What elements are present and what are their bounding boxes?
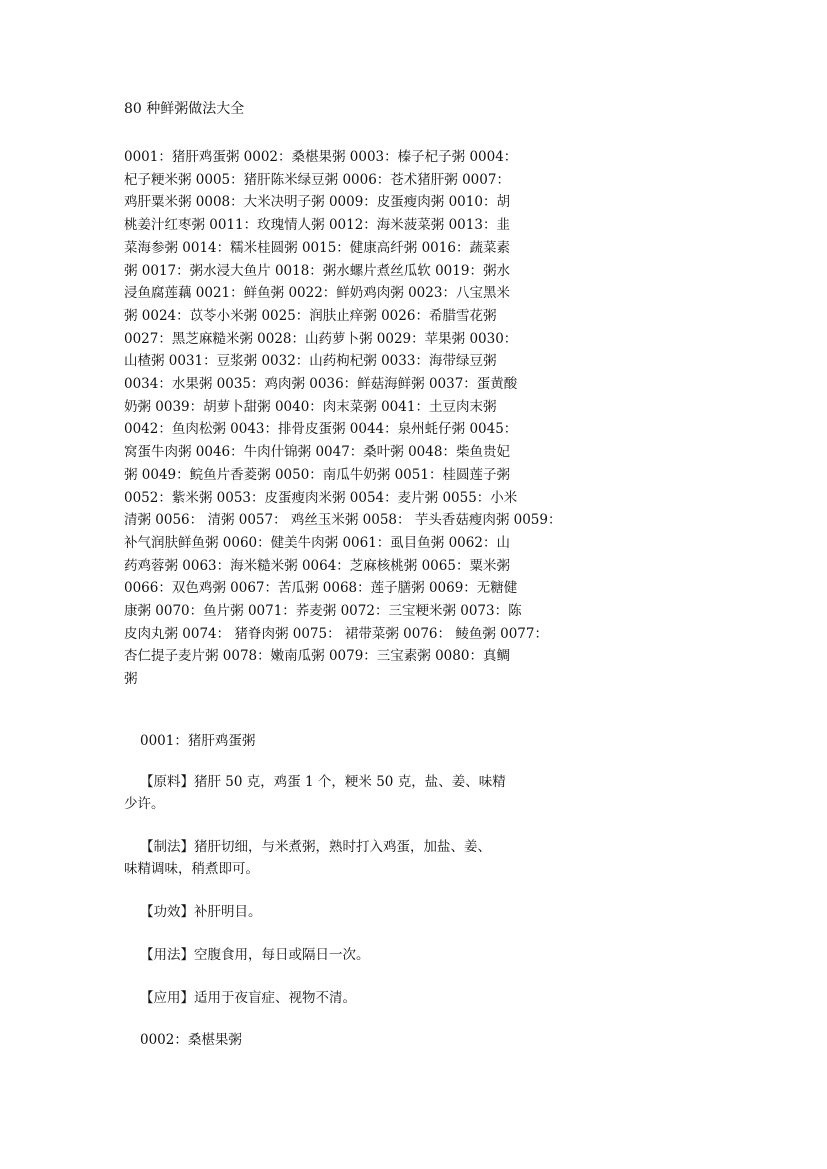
recipe-application [124, 987, 594, 1009]
recipe-title: 0001：猪肝鸡蛋粥 [140, 733, 256, 749]
index-line: 0066：双色鸡粥 0067：苦瓜粥 0068：莲子膳粥 0069：无糖健 [124, 580, 518, 597]
index-line: 杞子粳米粥 0005：猪肝陈米绿豆粥 0006：苍术猪肝粥 0007： [124, 171, 510, 188]
index-line: 浸鱼腐莲藕 0021：鲜鱼粥 0022：鲜奶鸡肉粥 0023：八宝黑米 [124, 285, 510, 302]
index-line: 鸡肝粟米粥 0008：大米决明子粥 0009：皮蛋瘦肉粥 0010：胡 [124, 194, 510, 211]
recipe-usage [124, 944, 594, 966]
index-line: 清粥 0056： 清粥 0057： 鸡丝玉米粥 0058： 芋头香菇瘦肉粥 0059： [124, 512, 562, 529]
index-line: 皮肉丸粥 0074： 猪脊肉粥 0075： 裙带菜粥 0076： 鲮鱼粥 0077： [124, 625, 548, 642]
ingredients-line: 少许。 [124, 796, 165, 812]
recipe-effect [124, 901, 594, 923]
effect-line: 【功效】补肝明目。 [140, 904, 262, 920]
method-line: 味精调味，稍煮即可。 [124, 861, 259, 877]
recipe-title: 0002：桑椹果粥 [140, 1032, 242, 1048]
index-line: 药鸡蓉粥 0063：海米糙米粥 0064：芝麻核桃粥 0065：粟米粥 [124, 557, 510, 574]
application-line: 【应用】适用于夜盲症、视物不清。 [140, 990, 356, 1006]
recipe-index [124, 146, 574, 691]
index-line: 0052：紫米粥 0053：皮蛋瘦肉米粥 0054：麦片粥 0055：小米 [124, 489, 518, 506]
index-line: 0034：水果粥 0035：鸡肉粥 0036：鲜菇海鲜粥 0037：蛋黄酸 [124, 376, 518, 393]
index-line: 山楂粥 0031：豆浆粥 0032：山药枸杞粥 0033：海带绿豆粥 [124, 353, 497, 370]
index-line: 窝蛋牛肉粥 0046：牛肉什锦粥 0047：桑叶粥 0048：柴鱼贵妃 [124, 444, 510, 461]
index-line: 杏仁提子麦片粥 0078：嫩南瓜粥 0079：三宝素粥 0080：真鲷 [124, 648, 510, 665]
ingredients-line: 【原料】猪肝 50 克，鸡蛋 1 个，粳米 50 克，盐、姜、味精 [140, 774, 506, 790]
index-line: 补气润肤鲜鱼粥 0060：健美牛肉粥 0061：虱目鱼粥 0062：山 [124, 534, 510, 551]
index-line: 0042：鱼肉松粥 0043：排骨皮蛋粥 0044：泉州蚝仔粥 0045： [124, 421, 518, 438]
index-line: 康粥 0070：鱼片粥 0071：荞麦粥 0072：三宝粳米粥 0073：陈 [124, 603, 522, 620]
index-line: 粥 0017：粥水浸大鱼片 0018：粥水螺片煮丝瓜软 0019：粥水 [124, 262, 510, 279]
index-line: 粥 0049：鲩鱼片香菱粥 0050：南瓜牛奶粥 0051：桂圆莲子粥 [124, 466, 510, 483]
index-line: 奶粥 0039：胡萝卜甜粥 0040：肉末菜粥 0041：土豆肉末粥 [124, 398, 497, 415]
document-title: 80 种鲜粥做法大全 [124, 101, 245, 117]
index-line: 粥 0024：苡苓小米粥 0025：润肤止痒粥 0026：希腊雪花粥 [124, 307, 497, 324]
index-line: 桃姜汁红枣粥 0011：玫瑰情人粥 0012：海米菠菜粥 0013：韭 [124, 217, 510, 234]
recipe-ingredients [124, 771, 594, 815]
index-line: 0027：黑芝麻糙米粥 0028：山药萝卜粥 0029：苹果粥 0030： [124, 330, 518, 347]
recipe-method [124, 836, 594, 880]
index-line: 0001：猪肝鸡蛋粥 0002：桑椹果粥 0003：榛子杞子粥 0004： [124, 149, 518, 165]
index-line: 粥 [124, 671, 138, 688]
usage-line: 【用法】空腹食用，每日或隔日一次。 [140, 947, 370, 963]
method-line: 【制法】猪肝切细，与米煮粥，熟时打入鸡蛋，加盐、姜、 [140, 839, 491, 855]
index-line: 菜海参粥 0014：糯米桂圆粥 0015：健康高纤粥 0016：蔬菜素 [124, 239, 510, 256]
